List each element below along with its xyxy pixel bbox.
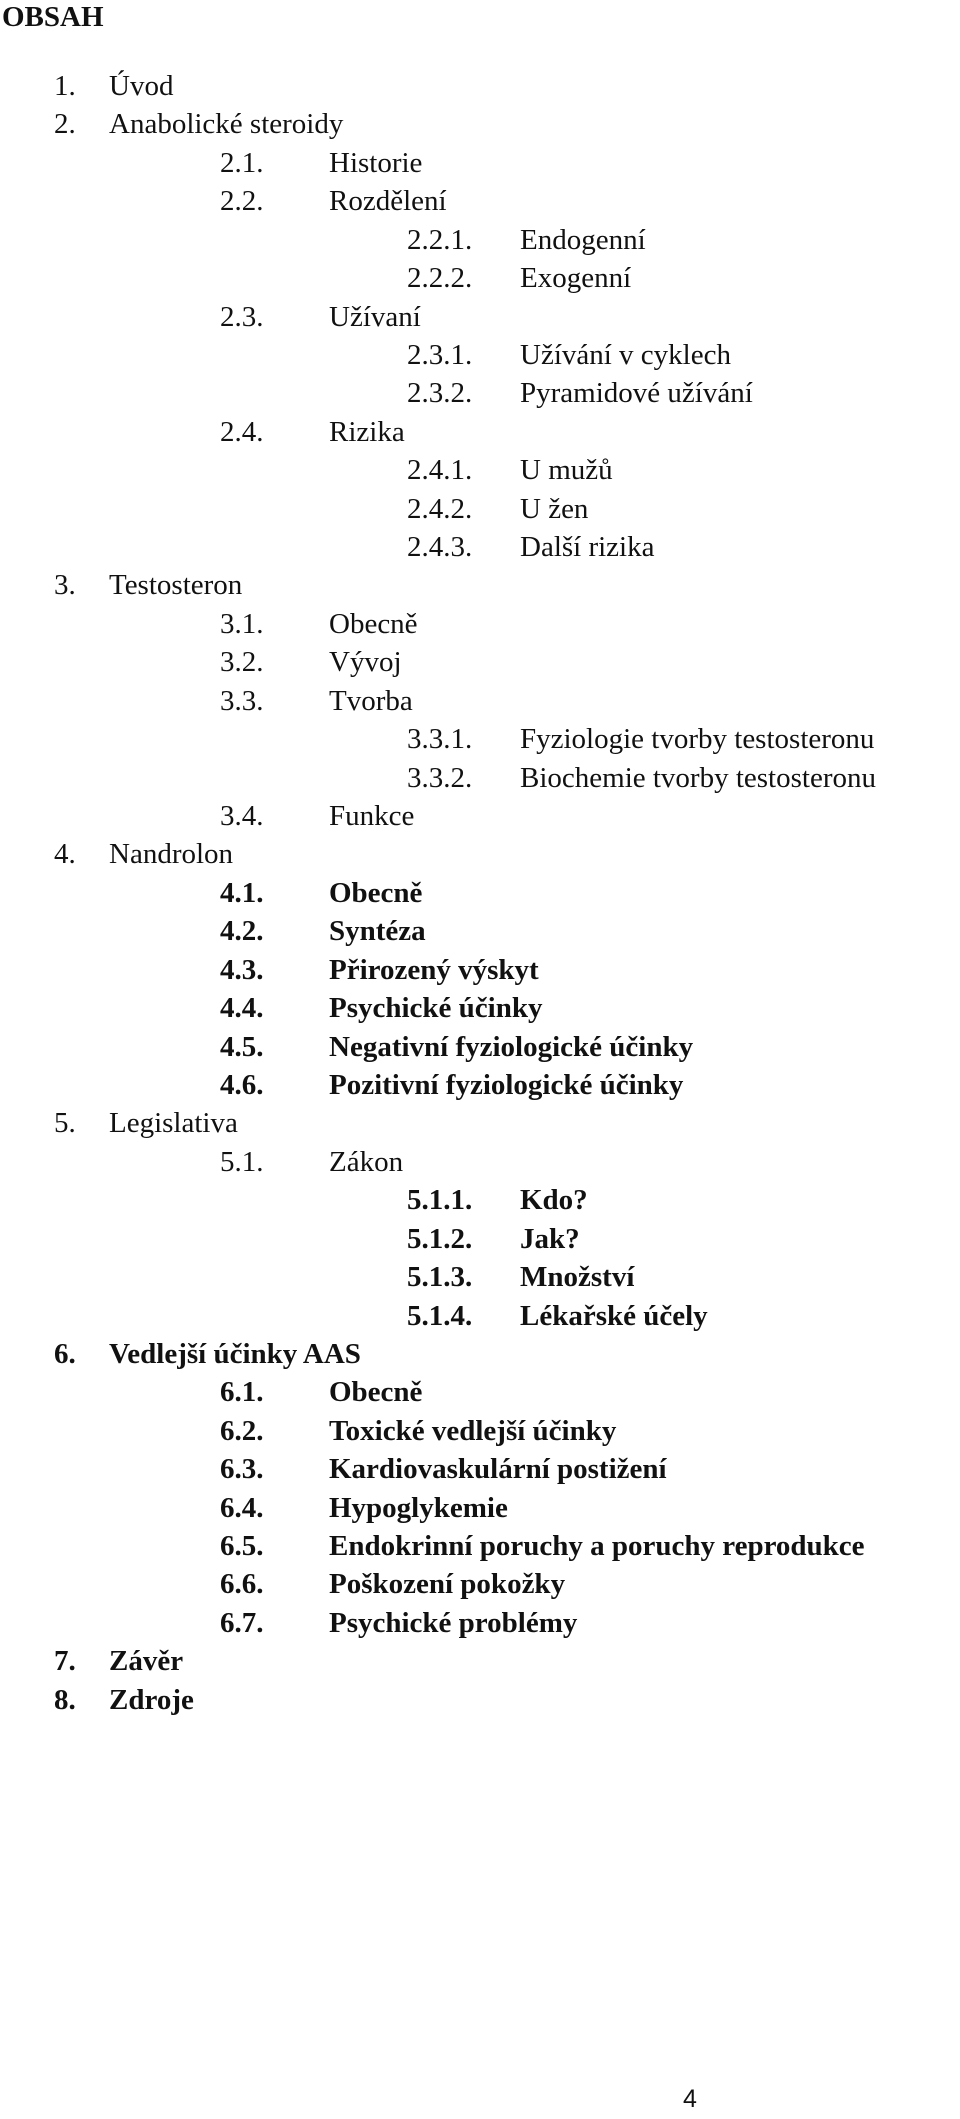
toc-entry[interactable] <box>0 1335 960 1373</box>
toc-entry[interactable] <box>0 413 960 451</box>
toc-entry-label: Užívaní <box>329 300 421 333</box>
toc-entry-label: Tvorba <box>329 684 413 717</box>
toc-entry-label: Rizika <box>329 415 405 448</box>
toc-entry-number: 6.5. <box>220 1530 264 1563</box>
toc-entry-label: Anabolické steroidy <box>109 108 344 141</box>
toc-entry-label: Úvod <box>109 70 174 102</box>
toc-entry-label: Fyziologie tvorby testosteronu <box>520 723 875 756</box>
toc-entry[interactable] <box>0 1066 960 1104</box>
toc-entry-label: Užívání v cyklech <box>520 338 731 371</box>
toc-entry-label: Legislativa <box>109 1107 238 1140</box>
toc-entry-number: 5.1.3. <box>407 1261 473 1294</box>
toc-entry-number: 5.1.1. <box>407 1184 473 1217</box>
toc-entry[interactable] <box>0 1527 960 1565</box>
toc-entry-label: Biochemie tvorby testosteronu <box>520 761 876 794</box>
toc-entry-label: Endogenní <box>520 223 646 256</box>
toc-entry-number: 6.6. <box>220 1568 264 1601</box>
toc-entry-label: Psychické účinky <box>329 992 543 1025</box>
toc-entry-label: Hypoglykemie <box>329 1491 508 1524</box>
toc-entry[interactable] <box>0 1412 960 1450</box>
toc-entry-label: Kardiovaskulární postižení <box>329 1453 667 1486</box>
toc-entry-label: Nandrolon <box>109 838 234 871</box>
toc-entry[interactable] <box>0 1565 960 1603</box>
toc-entry[interactable] <box>0 1258 960 1296</box>
toc-entry[interactable] <box>0 105 960 143</box>
toc-entry-number: 2. <box>54 108 76 141</box>
toc-entry[interactable] <box>0 1489 960 1527</box>
toc-entry-number: 3.2. <box>220 646 264 679</box>
toc-entry[interactable] <box>0 1220 960 1258</box>
toc-entry-label: Lékařské účely <box>520 1299 708 1332</box>
toc-entry-number: 2.4. <box>220 415 264 448</box>
toc-entry[interactable] <box>0 759 960 797</box>
toc-entry-number: 5.1.2. <box>407 1222 473 1255</box>
page-number: 4 <box>683 2085 697 2113</box>
toc-entry[interactable] <box>0 336 960 374</box>
toc-entry-number: 2.1. <box>220 146 264 179</box>
toc-entry-label: Obecně <box>329 1376 423 1409</box>
toc-entry-label: Testosteron <box>109 569 243 602</box>
toc-entry[interactable] <box>0 374 960 412</box>
toc-entry-label: Obecně <box>329 876 423 909</box>
toc-entry-label: Další rizika <box>520 531 655 564</box>
toc-entry-number: 2.4.1. <box>407 454 473 487</box>
toc-entry-number: 2.4.2. <box>407 492 473 525</box>
toc-entry[interactable] <box>0 451 960 489</box>
toc-entry-label: Závěr <box>109 1645 184 1678</box>
toc-entry[interactable] <box>0 1297 960 1335</box>
toc-entry-number: 4.1. <box>220 876 264 909</box>
toc-entry[interactable] <box>0 720 960 758</box>
toc-entry[interactable] <box>0 566 960 604</box>
toc-entry-number: 6.7. <box>220 1606 264 1639</box>
toc-entry-label: Toxické vedlejší účinky <box>329 1414 617 1447</box>
toc-entry-label: Obecně <box>329 607 418 640</box>
toc-entry-number: 2.4.3. <box>407 531 473 564</box>
toc-entry-number: 3.1. <box>220 607 264 640</box>
toc-entry-label: Pyramidové užívání <box>520 377 753 410</box>
toc-entry[interactable] <box>0 951 960 989</box>
toc-entry-number: 5. <box>54 1107 76 1140</box>
toc-entry[interactable] <box>0 298 960 336</box>
toc-entry-number: 4.3. <box>220 953 264 986</box>
toc-entry[interactable] <box>0 221 960 259</box>
toc-entry-number: 3.4. <box>220 800 264 833</box>
toc-entry-number: 2.3. <box>220 300 264 333</box>
toc-entry-label: Endokrinní poruchy a poruchy reprodukce <box>329 1530 865 1563</box>
toc-entry-label: Kdo? <box>520 1184 588 1217</box>
toc-entry-number: 2.2.2. <box>407 262 473 295</box>
toc-entry[interactable] <box>0 1143 960 1181</box>
toc-entry-number: 2.3.2. <box>407 377 473 410</box>
toc-entry-label: Přirozený výskyt <box>329 953 539 986</box>
toc-entry-number: 6.4. <box>220 1491 264 1524</box>
toc-entry[interactable] <box>0 1373 960 1411</box>
toc-entry-number: 5.1. <box>220 1145 264 1178</box>
toc-entry-label: U mužů <box>520 454 613 487</box>
toc-entry[interactable] <box>0 1028 960 1066</box>
toc-entry-number: 4.2. <box>220 915 264 948</box>
toc-entry-label: Jak? <box>520 1222 580 1255</box>
toc-entry-number: 6.3. <box>220 1453 264 1486</box>
toc-entry-number: 4. <box>54 838 76 871</box>
toc-entry-number: 6. <box>54 1337 76 1370</box>
toc-entry-label: Vývoj <box>329 646 402 679</box>
toc-entry-number: 5.1.4. <box>407 1299 473 1332</box>
toc-entry[interactable] <box>0 259 960 297</box>
toc-entry-number: 3.3.2. <box>407 761 473 794</box>
toc-entry[interactable] <box>0 1181 960 1219</box>
toc-entry[interactable] <box>0 874 960 912</box>
toc-entry-number: 6.1. <box>220 1376 264 1409</box>
toc-entry-label: Pozitivní fyziologické účinky <box>329 1068 684 1101</box>
toc-entry-label: Funkce <box>329 800 415 833</box>
toc-entry[interactable] <box>0 1104 960 1142</box>
toc-entry-number: 3. <box>54 569 76 602</box>
toc-entry-number: 2.2. <box>220 185 264 218</box>
toc-entry[interactable] <box>0 605 960 643</box>
toc-entry[interactable] <box>0 1604 960 1642</box>
toc-entry-number: 4.5. <box>220 1030 264 1063</box>
toc-entry[interactable] <box>0 67 960 105</box>
toc-entry[interactable] <box>0 490 960 528</box>
toc-entry-label: Psychické problémy <box>329 1606 578 1639</box>
toc-entry-number: 4.6. <box>220 1068 264 1101</box>
table-of-contents <box>0 67 960 1719</box>
page-title: OBSAH <box>2 1 104 33</box>
toc-entry-number: 8. <box>54 1683 76 1716</box>
toc-entry[interactable] <box>0 1450 960 1488</box>
toc-entry-number: 1. <box>54 70 76 102</box>
toc-entry-label: Vedlejší účinky AAS <box>109 1337 361 1370</box>
toc-entry[interactable] <box>0 182 960 220</box>
toc-entry[interactable] <box>0 528 960 566</box>
toc-entry-label: Exogenní <box>520 262 632 295</box>
toc-entry-number: 2.3.1. <box>407 338 473 371</box>
toc-entry-number: 4.4. <box>220 992 264 1025</box>
toc-entry-label: Negativní fyziologické účinky <box>329 1030 694 1063</box>
toc-entry[interactable] <box>0 912 960 950</box>
toc-entry-label: Poškození pokožky <box>329 1568 566 1601</box>
toc-entry[interactable] <box>0 835 960 873</box>
toc-entry[interactable] <box>0 682 960 720</box>
toc-entry-number: 3.3.1. <box>407 723 473 756</box>
toc-entry[interactable] <box>0 1681 960 1719</box>
toc-entry-number: 6.2. <box>220 1414 264 1447</box>
toc-entry[interactable] <box>0 797 960 835</box>
toc-entry-label: Syntéza <box>329 915 426 948</box>
toc-entry[interactable] <box>0 144 960 182</box>
toc-entry-label: Zákon <box>329 1145 404 1178</box>
toc-entry-label: Množství <box>520 1261 635 1294</box>
toc-entry[interactable] <box>0 989 960 1027</box>
toc-entry-number: 2.2.1. <box>407 223 473 256</box>
toc-entry-label: Historie <box>329 146 423 179</box>
toc-entry[interactable] <box>0 643 960 681</box>
toc-entry-label: Rozdělení <box>329 185 447 218</box>
toc-entry-number: 7. <box>54 1645 76 1678</box>
toc-entry[interactable] <box>0 1642 960 1680</box>
toc-entry-label: U žen <box>520 492 589 525</box>
toc-entry-number: 3.3. <box>220 684 264 717</box>
toc-entry-label: Zdroje <box>109 1683 194 1716</box>
